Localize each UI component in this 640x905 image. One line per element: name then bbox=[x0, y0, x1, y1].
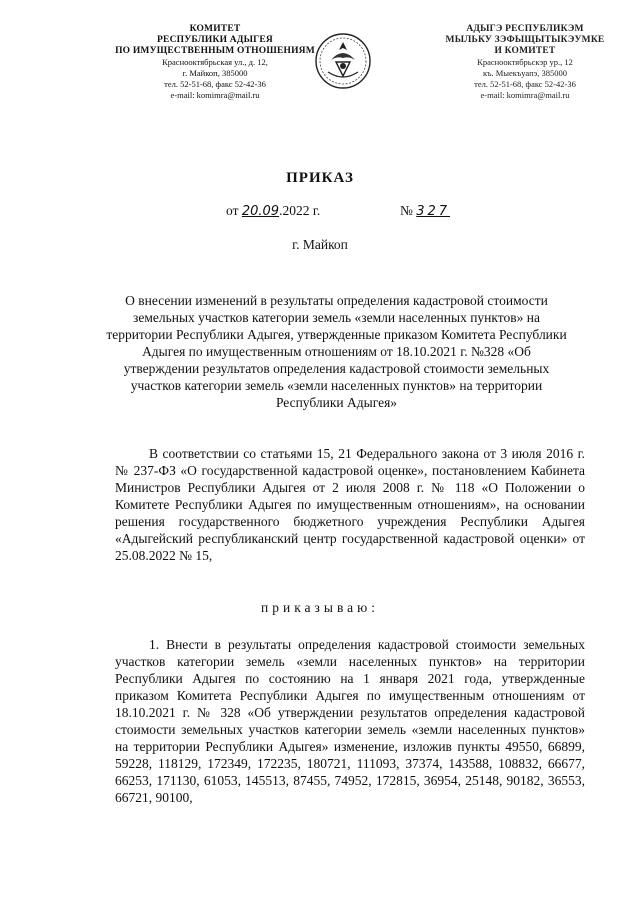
org-name-line: КОМИТЕТ bbox=[189, 24, 241, 34]
org-email: e-mail: komimra@mail.ru bbox=[480, 90, 570, 100]
org-email: e-mail: komimra@mail.ru bbox=[170, 90, 260, 100]
org-name-line: МЫЛЬКУ ЗЭФЫЩЫТЫКЭУМКЕ bbox=[445, 35, 605, 45]
org-address: Краснооктябрьскэр ур., 12 bbox=[477, 57, 573, 67]
date-suffix: .2022 г. bbox=[279, 203, 321, 218]
org-name-line: ПО ИМУЩЕСТВЕННЫМ ОТНОШЕНИЯМ bbox=[115, 46, 315, 56]
order-word: приказываю: bbox=[261, 600, 379, 615]
org-address: Краснооктябрьская ул., д. 12, bbox=[162, 57, 268, 67]
coat-of-arms-icon bbox=[314, 32, 372, 90]
org-city: къ. Мыекъуапэ, 385000 bbox=[482, 68, 568, 78]
document-city: г. Майкоп bbox=[292, 237, 348, 252]
item-1-paragraph: 1. Внести в результаты определения кадастровой стоимости земельных участков категории земель «земли населенных пунктов» на территории Республики Адыгея по состоянию на 1 января 2021 года, утвержденные приказом Комитета Республики Адыгея по имущественным отношениям от 18.10.2021 г. № 328 «Об утверждении результатов определения кадастровой стоимости земельных участков категории земель «земли населенных пунктов» на территории Республики Адыгея» изменение, изложив пункты 49550, 66899, 59228, 118129, 172349, 172235, 180721, 111093, 37374, 143588, 108832, 66677, 66253, 171130, 61053, 145513, 87455, 74952, 172815, 36954, 25148, 90182, 36553, 66721, 90100, bbox=[115, 637, 585, 805]
number-prefix: № bbox=[400, 203, 413, 218]
order-date bbox=[226, 203, 320, 219]
letterhead-left bbox=[110, 24, 320, 101]
org-name-line: АДЫГЭ РЕСПУБЛИКЭМ bbox=[466, 24, 584, 34]
letterhead-right bbox=[420, 24, 630, 101]
document-title: ПРИКАЗ bbox=[286, 170, 354, 186]
org-name-line: РЕСПУБЛИКИ АДЫГЕЯ bbox=[157, 35, 273, 45]
org-city: г. Майкоп, 385000 bbox=[182, 68, 248, 78]
org-name-line: И КОМИТЕТ bbox=[494, 46, 556, 56]
date-prefix: от bbox=[226, 203, 239, 218]
preamble-paragraph: В соответствии со статьями 15, 21 Федерального закона от 3 июля 2016 г. № 237-ФЗ «О государственной кадастровой оценке», постановлением Кабинета Министров Республики Адыгея от 2 июля 2008 г. № 118 «О Положении о Комитете Республики Адыгея по имущественным отношениям», на основании решения государственного бюджетного учреждения Республики Адыгея «Адыгейский республиканский центр государственной кадастровой оценки» от 25.08.2022 № 15, bbox=[115, 446, 585, 563]
date-handwritten: 20.09 bbox=[241, 204, 280, 219]
number-handwritten: 327 bbox=[416, 204, 451, 219]
org-phone: тел. 52-51-68, факс 52-42-36 bbox=[164, 79, 266, 89]
org-phone: тел. 52-51-68, факс 52-42-36 bbox=[474, 79, 576, 89]
order-number bbox=[400, 203, 450, 219]
document-subject: О внесении изменений в результаты определения кадастровой стоимости земельных участков категории земель «земли населенных пунктов» на территории Республики Адыгея, утвержденные приказом Комитета Республики Адыгея по имущественным отношениям от 18.10.2021 г. №328 «Об утверждении результатов определения кадастровой стоимости земельных участков категории земель «земли населенных пунктов» на территории Республики Адыгея» bbox=[106, 293, 567, 410]
